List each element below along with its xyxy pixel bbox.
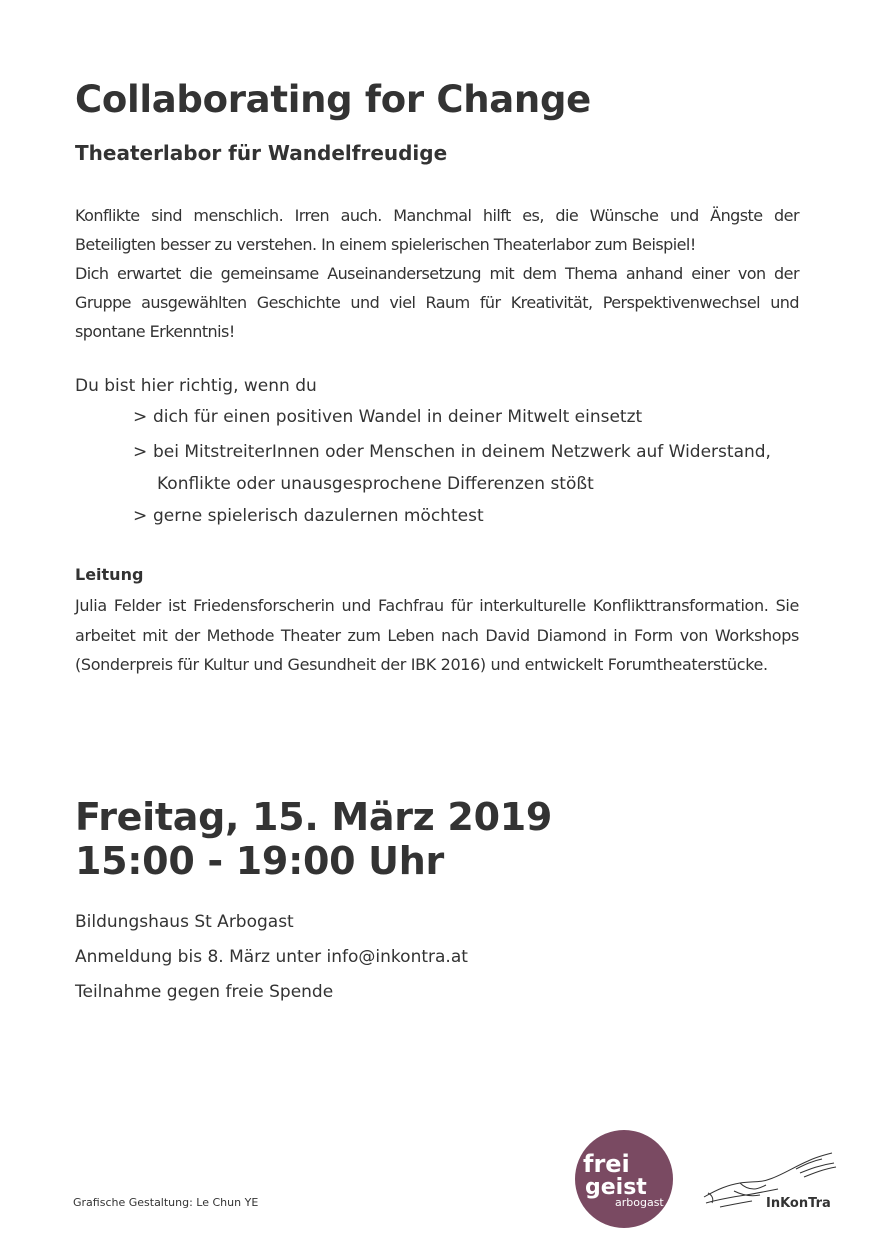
design-credit: Grafische Gestaltung: Le Chun YE [73,1196,259,1209]
page-title: Collaborating for Change [75,78,591,121]
inkontra-logo-text: InKonTra [766,1196,831,1211]
bullet-marker: > [133,506,148,526]
audience-item [133,442,771,462]
event-time: 15:00 - 19:00 Uhr [75,839,444,883]
leitung-paragraph: Julia Felder ist Friedensforscherin und Fachfrau für interkulturelle Konflikttransformation. Sie arbeitet mit der Methode Theater zum Leben nach David Diamond in Form von Workshops (Sonderpreis für Kultur und Gesundheit der IBK 2016) und entwickelt Forumtheaterstücke. [75,596,799,674]
bullet-marker: > [133,442,148,462]
leitung-text [75,591,799,680]
page-subtitle: Theaterlabor für Wandelfreudige [75,141,448,165]
freigeist-logo [575,1130,673,1228]
event-location: Bildungshaus St Arbogast [75,912,294,932]
logo-line-2: geist [585,1175,647,1200]
event-datetime [75,795,552,883]
audience-lead: Du bist hier richtig, wenn du [75,376,317,396]
intro-paragraph: Dich erwartet die gemeinsame Auseinandersetzung mit dem Thema anhand einer von der Gruppe ausgewählten Geschichte und viel Raum für Kreativität, Perspektivenwechsel und spontane Erkenntnis! [75,264,799,341]
audience-item [133,506,484,526]
audience-item-text: dich für einen positiven Wandel in deiner Mitwelt einsetzt [153,407,643,427]
event-date: Freitag, 15. März 2019 [75,795,552,839]
audience-item-text: bei MitstreiterInnen oder Menschen in deinem Netzwerk auf Widerstand, [153,442,771,462]
audience-item [133,407,642,427]
audience-item-continuation: Konflikte oder unausgesprochene Differenzen stößt [157,474,594,494]
leitung-heading: Leitung [75,565,144,584]
bullet-marker: > [133,407,148,427]
event-registration: Anmeldung bis 8. März unter info@inkontra.at [75,947,468,967]
logo-line-1: frei [583,1150,630,1178]
event-fee: Teilnahme gegen freie Spende [75,982,334,1002]
logo-line-3: arbogast [615,1196,664,1209]
intro-paragraph: Konflikte sind menschlich. Irren auch. Manchmal hilft es, die Wünsche und Ängste der Beteiligten besser zu verstehen. In einem spielerischen Theaterlabor zum Beispiel! [75,206,799,254]
inkontra-logo [700,1145,840,1217]
intro-text [75,201,799,346]
audience-item-text: gerne spielerisch dazulernen möchtest [153,506,484,526]
